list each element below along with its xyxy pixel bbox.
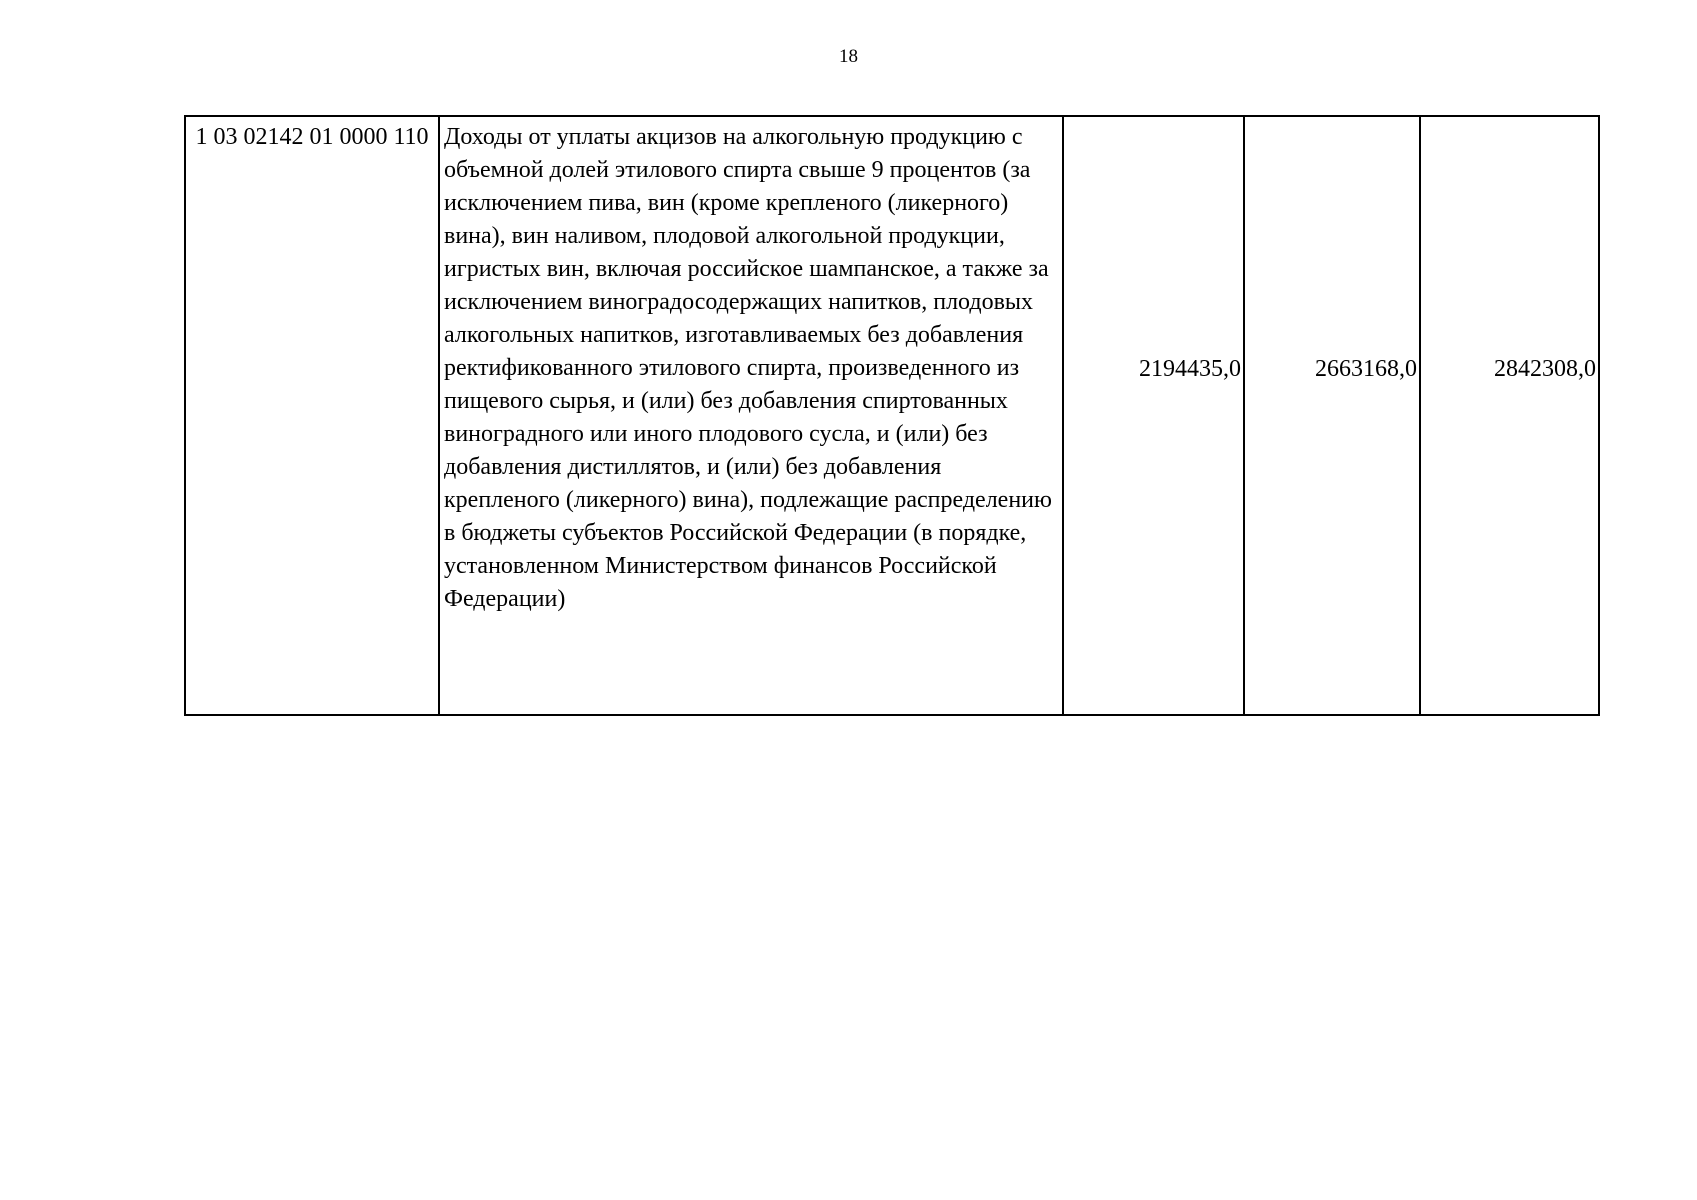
amount-year-2-cell [1244,116,1420,715]
revenue-table [184,115,1600,716]
page-number: 18 [839,46,858,67]
revenue-description: Доходы от уплаты акцизов на алкогольную продукцию с объемной долей этилового спирта свыше 9 процентов (за исключением пива, вин (кроме крепленого (ликерного) вина), вин наливом, плодовой алкогольной продукции, игристых вин, включая российское шампанское, а также за исключением виноградосодержащих напитков, плодовых алкогольных напитков, изготавливаемых без добавления ректификованного этилового спирта, произведенного из пищевого сырья, и (или) без добавления спиртованных виноградного или иного плодового сусла, и (или) без добавления дистиллятов, и (или) без добавления крепленого (ликерного) вина), подлежащие распределению в бюджеты субъектов Российской Федерации (в порядке, установленном Министерством финансов Российской Федерации) [439,116,1063,715]
budget-classification-code: 1 03 02142 01 0000 110 [185,116,439,715]
table-row [185,116,1599,715]
amount-year-1-cell [1063,116,1244,715]
amount-year-1: 2194435,0 [1139,356,1241,382]
amount-year-3: 2842308,0 [1494,356,1596,382]
amount-year-2: 2663168,0 [1315,356,1417,382]
amount-year-3-cell [1420,116,1599,715]
